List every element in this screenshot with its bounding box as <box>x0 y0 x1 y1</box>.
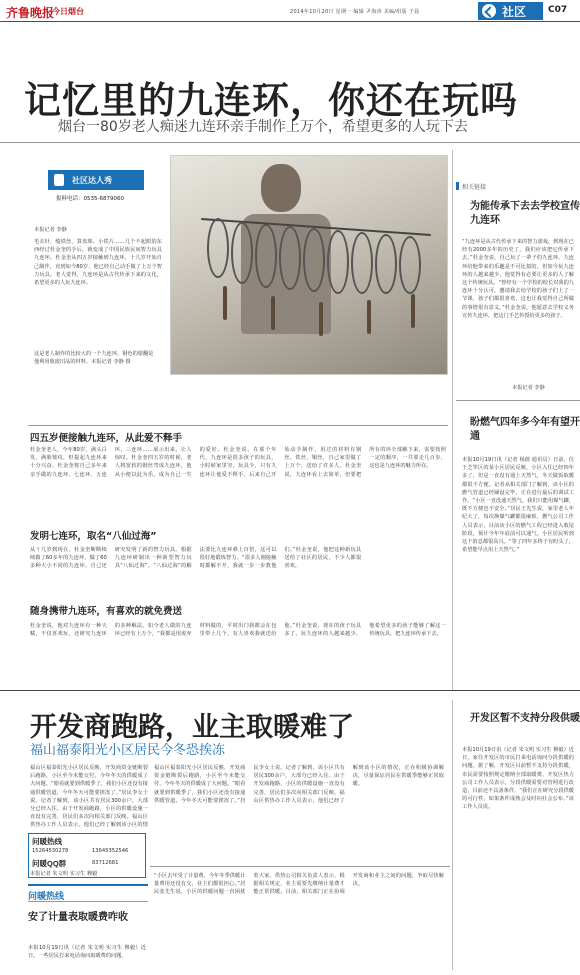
divider <box>0 142 580 143</box>
hotline-label: 问暖热线 <box>32 837 62 846</box>
hotline-phone: 15264530278 <box>32 848 69 854</box>
pendant <box>271 296 275 330</box>
newspaper-logo: 齐鲁晚报 <box>6 6 55 20</box>
edition-label: 今日烟台 <box>52 7 84 16</box>
section-arrow-icon <box>482 4 496 18</box>
section-name: 社区 <box>502 5 527 19</box>
puzzle-ring <box>279 226 301 290</box>
divider <box>28 425 448 426</box>
pendant <box>367 300 371 334</box>
divider <box>0 690 580 691</box>
lead-subtitle: 烟台一80岁老人痴迷九连环亲手制作上万个，希望更多的人玩下去 <box>58 119 468 135</box>
pendant <box>223 286 227 320</box>
second-body: 福山区福泰阳光小区居民反映，开发商资金链断裂后跑路，小区至今未能交付，今年冬天的供暖成了大问题。“眼看就要到供暖季了，我们小区还没有接通供暖管道，今年冬天可能要挨冻了。”居民李女士说。记者了解到，该小区共有居民300余户，大部分已经入住。由于开发商跑路，小区的供暖设施一直没有完善，居民们多次向相关部门反映。福山区供热办工作人员表示，他们已经了解到该小区的情况，正在积极协调解决，尽量保证居民在供暖季能够正常取暖。 <box>154 765 444 804</box>
puzzle-ring <box>207 218 229 278</box>
aside-title: 开发区暂不支持分段供暖 <box>470 713 580 724</box>
section-body: 杜金奎说，他对九连环有一种天赋，不仅喜欢玩，还研究九连环的多种解法。如今老人做的九连环已经有上万个，“我都是用废弃材料做的，平时出门我都会在包里带上几个，有人喜欢我就送给他。”杜金奎说，现在的孩子玩具多了，玩九连环的人越来越少，他希望更多的孩子能够了解这一传统玩具，把九连环传承下去。 <box>30 623 446 638</box>
puzzle-ring <box>351 232 373 294</box>
puzzle-ring <box>231 222 253 284</box>
aside-title: 为能传承下去去学校宣传九连环 <box>470 201 580 226</box>
aside-header: 相关链接 <box>462 184 487 191</box>
column-divider <box>452 700 453 970</box>
section-body: 从十几岁到现在，杜金奎断断续续做了60多年的九连环，做了60多种大小不同的九连环，自己还研究发明了新的智力玩具。根据九连环研制出一种新型智力玩具“八仙过海”。“八仙过海”的解法要比九连环难上百倍，这可以很好地锻炼智力。“很多人刚接触时都解不开，我就一步一步教他们。”杜金奎说，他把这种新玩具送给了社区的居民，不少人都很喜欢。 <box>30 547 362 570</box>
second-title: 开发商跑路，业主取暖难了 <box>30 712 354 743</box>
hotline-phone: 13645352546 <box>92 848 129 854</box>
puzzle-ring <box>375 234 397 294</box>
section-heading: 随身携带九连环，有喜欢的就免费送 <box>30 606 183 617</box>
bottom-left-header-label: 问暖热线 <box>28 891 65 901</box>
lead-photo <box>170 155 448 375</box>
lead-intro: 毛衣针、缝铁丝、算盘珠、小铁片……几个不起眼的东西经过杜金奎的手后，就变成了中国民族民间智力玩具九连环。杜金奎从四五岁接触到九连环，十几岁开始自己制作，直到如今80岁，他已经自己动手做了上万个智力玩具。老人觉得，九连环是从古代传承下来的文化，希望更多的人玩九连环。 <box>34 239 162 287</box>
section-heading: 四五岁便接触九连环，从此爱不释手 <box>30 433 183 444</box>
section-heading: 发明七连环，取名“八仙过海” <box>30 531 157 542</box>
section-body: 杜金奎老人，今年80岁，满头白发，满脸皱纹，但提起九连环来十分兴奋。杜金奎将自己多年来亲手做的九连环、七连环、五连环、三连环……展示出来，让人惊叹。杜金奎四五岁的时候，老人将宽软的钢丝弯成九连环，他从小便以此为乐，成为自己一生的爱好。杜金奎说，在那个年代，九连环是很多孩子的玩具，小时候家里穷，玩具少，只有九连环让他爱不释手。后来自己开始动手制作，用过的材料有钢丝、铁丝、铜丝，自己家里做了上万个，送给了许多人。杜金奎说，九连环看上去简单，但要把所有的环全部解下来，需要按照一定的顺序，一共要走几百步，这也是九连环的魅力所在。 <box>30 447 446 478</box>
column-badge-label: 社区达人秀 <box>72 176 112 185</box>
page-number: C07 <box>548 5 568 15</box>
bottom-left-title: 安了计量表取暖费咋收 <box>28 912 128 923</box>
lead-title: 记忆里的九连环，你还在玩吗 <box>24 79 518 122</box>
pendant <box>411 294 415 328</box>
aside-byline: 本报记者 李静 <box>512 385 545 391</box>
lead-byline: 本报记者 李静 <box>34 227 67 233</box>
photo-caption: 这是老人制作的比较大的一个九连环，钢色的银翻是他利用收废旧品的材料。本报记者 李静 摄 <box>34 351 154 365</box>
column-badge <box>48 170 144 190</box>
link-marker <box>456 182 459 190</box>
aside-body: 本报10月19日讯（记者 朱文明 实习生 穆毅）近日，家住开发区的市民打来电话询问分段供暖的问题。据了解，开发区目前暂不支持分段供暖，市民需要按照规定缴纳全部取暖费。开发区热力公司工作人员表示，分段供暖需要对管网进行改造，目前还不具备条件。“我们正在研究分段供暖的可行性，如果条件成熟会及时向社会公布。”该工作人员说。 <box>462 747 574 811</box>
tip-hotline: 报料电话：0535-6879060 <box>56 196 124 202</box>
puzzle-ring <box>327 230 349 294</box>
divider <box>150 866 450 867</box>
date-line: 2014年10月20日 星期一 编辑 尹海涛 美编/组版 于晨 <box>290 9 420 15</box>
puzzle-ring <box>255 224 277 288</box>
aside-title: 盼燃气四年多今年有望开通 <box>470 417 580 442</box>
divider <box>456 400 580 401</box>
second-body-2: “小区去年受了计量费，今年冬季供暖计量费用还没有交，业主们都很担心。”居民张先生说，小区的供暖问题一直困扰着大家。供热公司相关负责人表示，根据相关规定，业主需要先缴纳计量费才能正常供暖。目前，相关部门正在协调开发商和业主之间的问题，争取尽快解决。 <box>154 873 444 896</box>
bottom-left-body: 本报10月19日讯（记者 朱文明 实习生 穆毅）近日，一些居民打来电话询问取暖费的问题。 <box>28 945 146 960</box>
aside-body: “九连环是从古代传承下来的智力游戏，到现在已经有2000多年的历史了。我们应该把它传承下去。”杜金奎说，自己玩了一辈子的九连环，九连环给他带来的乐趣是不可比拟的，但如今玩九连环的人越来越少，他觉得有必要让更多的人了解这个传统玩具。“曾经有一个学校的校长对我的九连环十分认可，邀请我去给学校的孩子们上了一节课，孩子们都很喜欢，这也让我觉得自己所做的事情很有意义。”杜金奎说，他愿意去学校义务宣传九连环，把这门手艺传授给更多的孩子。 <box>462 239 574 319</box>
second-byline: 本报记者 朱文明 实习生 穆毅 <box>30 871 98 877</box>
bottom-left-header <box>28 884 148 902</box>
aside-body: 本报10月19日讯（记者 杨蔚 通讯员）日前，位于芝罘区的某小区居民反映，小区入住已经四年多了，但是一直没有通上天然气，冬天做饭取暖都很不方便。记者从相关部门了解到，该小区的燃气管道已经铺设完毕，正在进行最后的调试工作。“小区一直没通天然气，我们只能用煤气罐，既不方便也不安全。”居民王先生说，家里老人年纪大了，每次换煤气罐都很麻烦。燃气公司工作人员表示，目前该小区的燃气工程已经进入收尾阶段，预计今年年底前可以通气。小区居民听到这个消息都很高兴。“等了四年多终于有盼头了，希望能早点用上天然气。” <box>462 457 574 554</box>
qq-label: 问暖QQ群 <box>32 859 67 868</box>
second-body: 福山区福泰阳光小区居民反映，开发商资金链断裂后跑路，小区至今未能交付，今年冬天的供暖成了大问题。“眼看就要到供暖季了，我们小区还没有接通供暖管道，今年冬天可能要挨冻了。”居民李女士说。记者了解到，该小区共有居民300余户，大部分已经入住。由于开发商跑路，小区的供暖设施一直没有完善，居民们多次向相关部门反映。福山区供热办工作人员表示，他们已经了解到该小区的情 <box>30 765 148 829</box>
puzzle-ring <box>399 236 421 294</box>
column-divider <box>452 150 453 690</box>
second-subtitle: 福山福泰阳光小区居民今冬恐挨冻 <box>30 743 226 758</box>
qq-number: 83712681 <box>92 860 119 866</box>
man-head <box>261 164 301 212</box>
puzzle-ring <box>303 228 325 292</box>
pendant <box>319 302 323 336</box>
